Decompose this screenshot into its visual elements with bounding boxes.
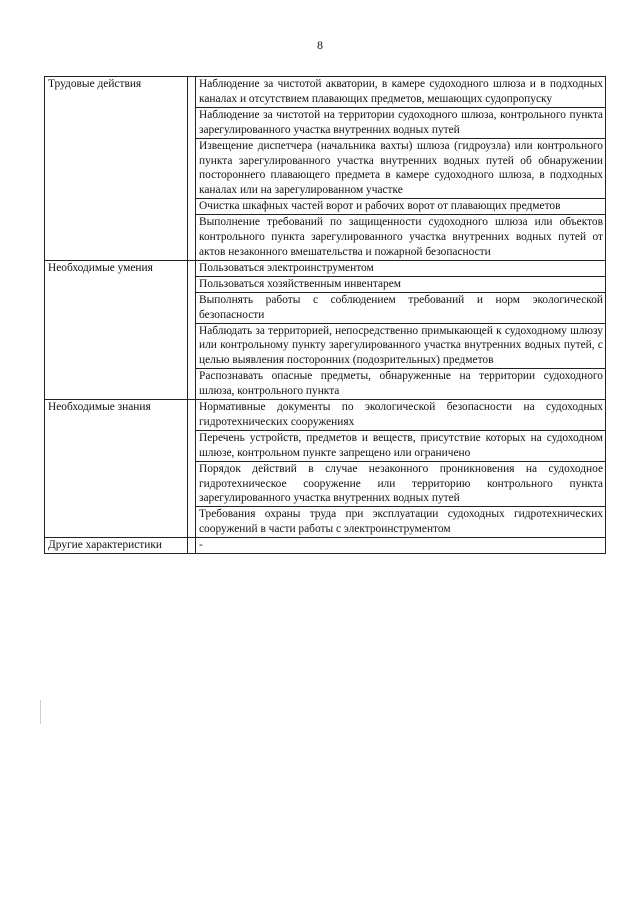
item-text: Пользоваться хозяйственным инвентарем [196,276,606,292]
item-text: - [196,538,606,554]
section-label: Другие характеристики [45,538,188,554]
item-text: Пользоваться электроинструментом [196,260,606,276]
column-separator [188,77,196,261]
scan-mark [40,700,41,724]
item-text: Наблюдать за территорией, непосредственно примыкающей к судоходному шлюзу или контрольному пункту зарегулированного участка внутренних водных путей, с целью выявления посторонних (подозрительных) предметов [196,323,606,369]
section-label: Необходимые знания [45,400,188,538]
column-separator [188,400,196,538]
item-text: Требования охраны труда при эксплуатации судоходных гидротехнических сооружений в части работы с электроинструментом [196,507,606,538]
table-row [45,260,606,276]
characteristics-table [44,76,606,554]
section-label: Необходимые умения [45,260,188,399]
table-row [45,538,606,554]
item-text: Выполнять работы с соблюдением требований и норм экологической безопасности [196,292,606,323]
item-text: Наблюдение за чистотой на территории судоходного шлюза, контрольного пункта зарегулированного участка внутренних водных путей [196,107,606,138]
page-number: 8 [317,38,323,52]
item-text: Очистка шкафных частей ворот и рабочих ворот от плавающих предметов [196,199,606,215]
item-text: Наблюдение за чистотой акватории, в камере судоходного шлюза и в подходных каналах и отсутствием плавающих предметов, мешающих судопропуску [196,77,606,108]
table-row [45,400,606,431]
item-text: Порядок действий в случае незаконного проникновения на судоходное гидротехническое сооружение или территорию контрольного пункта зарегулированного участка внутренних водных путей [196,461,606,507]
column-separator [188,260,196,399]
table-body [45,77,606,554]
item-text: Выполнение требований по защищенности судоходного шлюза или объектов контрольного пункта зарегулированного участка внутренних водных путей от актов незаконного вмешательства и пожарной безопасности [196,215,606,261]
item-text: Извещение диспетчера (начальника вахты) шлюза (гидроузла) или контрольного пункта зарегулированного участка внутренних водных путей об обнаружении постороннего плавающего предмета в камере судоходного шлюза, в подходных каналах или на зарегулированном участке [196,138,606,199]
item-text: Распознавать опасные предметы, обнаруженные на территории судоходного шлюза, контрольного пункта [196,369,606,400]
table-row [45,77,606,108]
column-separator [188,538,196,554]
item-text: Нормативные документы по экологической безопасности на судоходных гидротехнических сооружениях [196,400,606,431]
section-label: Трудовые действия [45,77,188,261]
item-text: Перечень устройств, предметов и веществ, присутствие которых на судоходном шлюзе, контрольном пункте запрещено или ограничено [196,430,606,461]
